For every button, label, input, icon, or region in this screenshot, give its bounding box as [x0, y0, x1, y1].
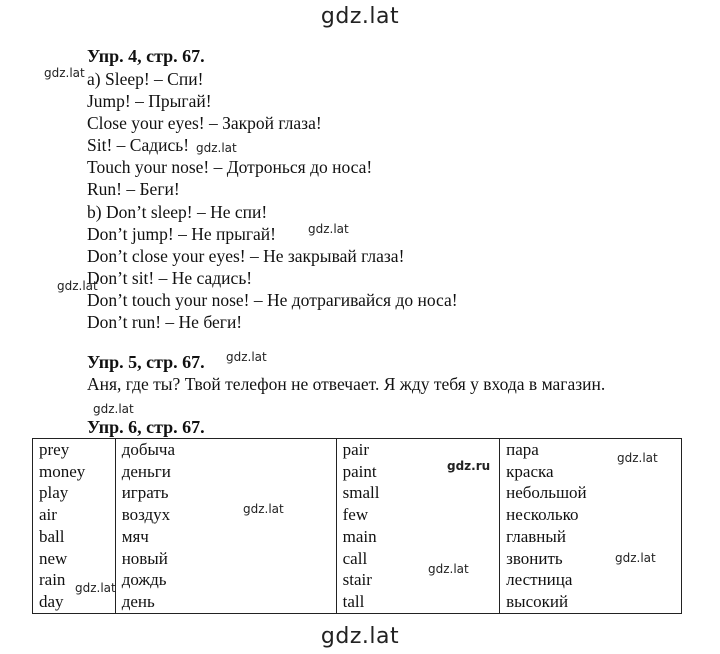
word-cell: ball [39, 526, 65, 546]
ex4-line: Don’t jump! – Не прыгай! [87, 223, 276, 244]
table-row [33, 439, 682, 614]
exercise-5-text: Аня, где ты? Твой телефон не отвечает. Я жду тебя у входа в магазин. [87, 374, 606, 394]
word-cell: stair [342, 570, 372, 590]
watermark-small: gdz.lat [243, 502, 284, 516]
word-cell: call [342, 548, 368, 568]
word-cell: главный [506, 526, 566, 546]
vocabulary-table [32, 438, 682, 614]
word-cell: небольшой [506, 483, 587, 503]
word-cell: новый [121, 548, 168, 568]
word-cell: new [39, 548, 68, 568]
word-cell: pair [342, 440, 370, 459]
watermark-small: gdz.lat [75, 581, 116, 595]
word-cell: day [39, 591, 64, 611]
word-cell: мяч [121, 526, 149, 546]
ex4-line: Don’t touch your nose! – Не дотрагивайся до носа! [87, 289, 458, 310]
ex4-line: b) Don’t sleep! – Не спи! [87, 201, 268, 222]
word-cell: краска [506, 461, 554, 481]
word-cell: звонить [506, 548, 563, 568]
exercise-4-lines [87, 68, 458, 333]
word-cell: играть [121, 483, 169, 503]
watermark-small: gdz.lat [57, 279, 98, 293]
ex4-line: Close your eyes! – Закрой глаза! [87, 113, 322, 134]
watermark-small: gdz.lat [196, 141, 237, 155]
word-cell: дождь [121, 570, 167, 590]
word-cell: несколько [506, 505, 579, 525]
exercise-4-heading: Упр. 4, стр. 67. [87, 46, 205, 66]
word-cell: пара [506, 440, 539, 459]
watermark-small: gdz.lat [93, 402, 134, 416]
word-cell: air [39, 505, 57, 525]
word-cell: money [39, 461, 86, 481]
word-cell: small [342, 483, 380, 503]
ex4-line: Don’t close your eyes! – Не закрывай глаза! [87, 245, 405, 266]
ex4-line: Jump! – Прыгай! [87, 91, 212, 112]
watermark-small: gdz.lat [617, 451, 658, 465]
word-cell: добыча [121, 440, 176, 459]
ex4-line: Don’t run! – Не беги! [87, 312, 243, 333]
ex4-line: Touch your nose! – Дотронься до носа! [87, 157, 373, 178]
word-cell: высокий [506, 591, 569, 611]
ex4-line: Sit! – Садись! [87, 135, 190, 156]
exercise-5-heading: Упр. 5, стр. 67. [87, 352, 205, 372]
word-cell: воздух [121, 505, 171, 525]
watermark-small: gdz.lat [428, 562, 469, 576]
ex4-line: Don’t sit! – Не садись! [87, 267, 253, 288]
word-cell: лестница [506, 570, 573, 590]
exercise-6-heading: Упр. 6, стр. 67. [87, 417, 205, 437]
watermark-bottom: gdz.lat [320, 624, 400, 649]
word-cell: день [121, 591, 155, 611]
watermark-small: gdz.lat [308, 222, 349, 236]
word-cell: main [342, 526, 377, 546]
word-cell: rain [39, 570, 66, 590]
watermark-ru: gdz.ru [447, 459, 491, 473]
watermark-top: gdz.lat [320, 4, 400, 29]
ex4-line: a) Sleep! – Спи! [87, 69, 204, 89]
watermark-small: gdz.lat [226, 350, 267, 364]
word-cell: prey [39, 440, 70, 459]
word-cell: play [39, 483, 69, 503]
word-cell: деньги [121, 461, 171, 481]
watermark-small: gdz.lat [615, 551, 656, 565]
ex4-line: Run! – Беги! [87, 179, 180, 200]
word-cell: few [342, 505, 369, 525]
word-cell: tall [342, 591, 365, 611]
word-cell: paint [342, 461, 377, 481]
watermark-small: gdz.lat [44, 66, 85, 80]
column-russian-1 [115, 439, 336, 614]
